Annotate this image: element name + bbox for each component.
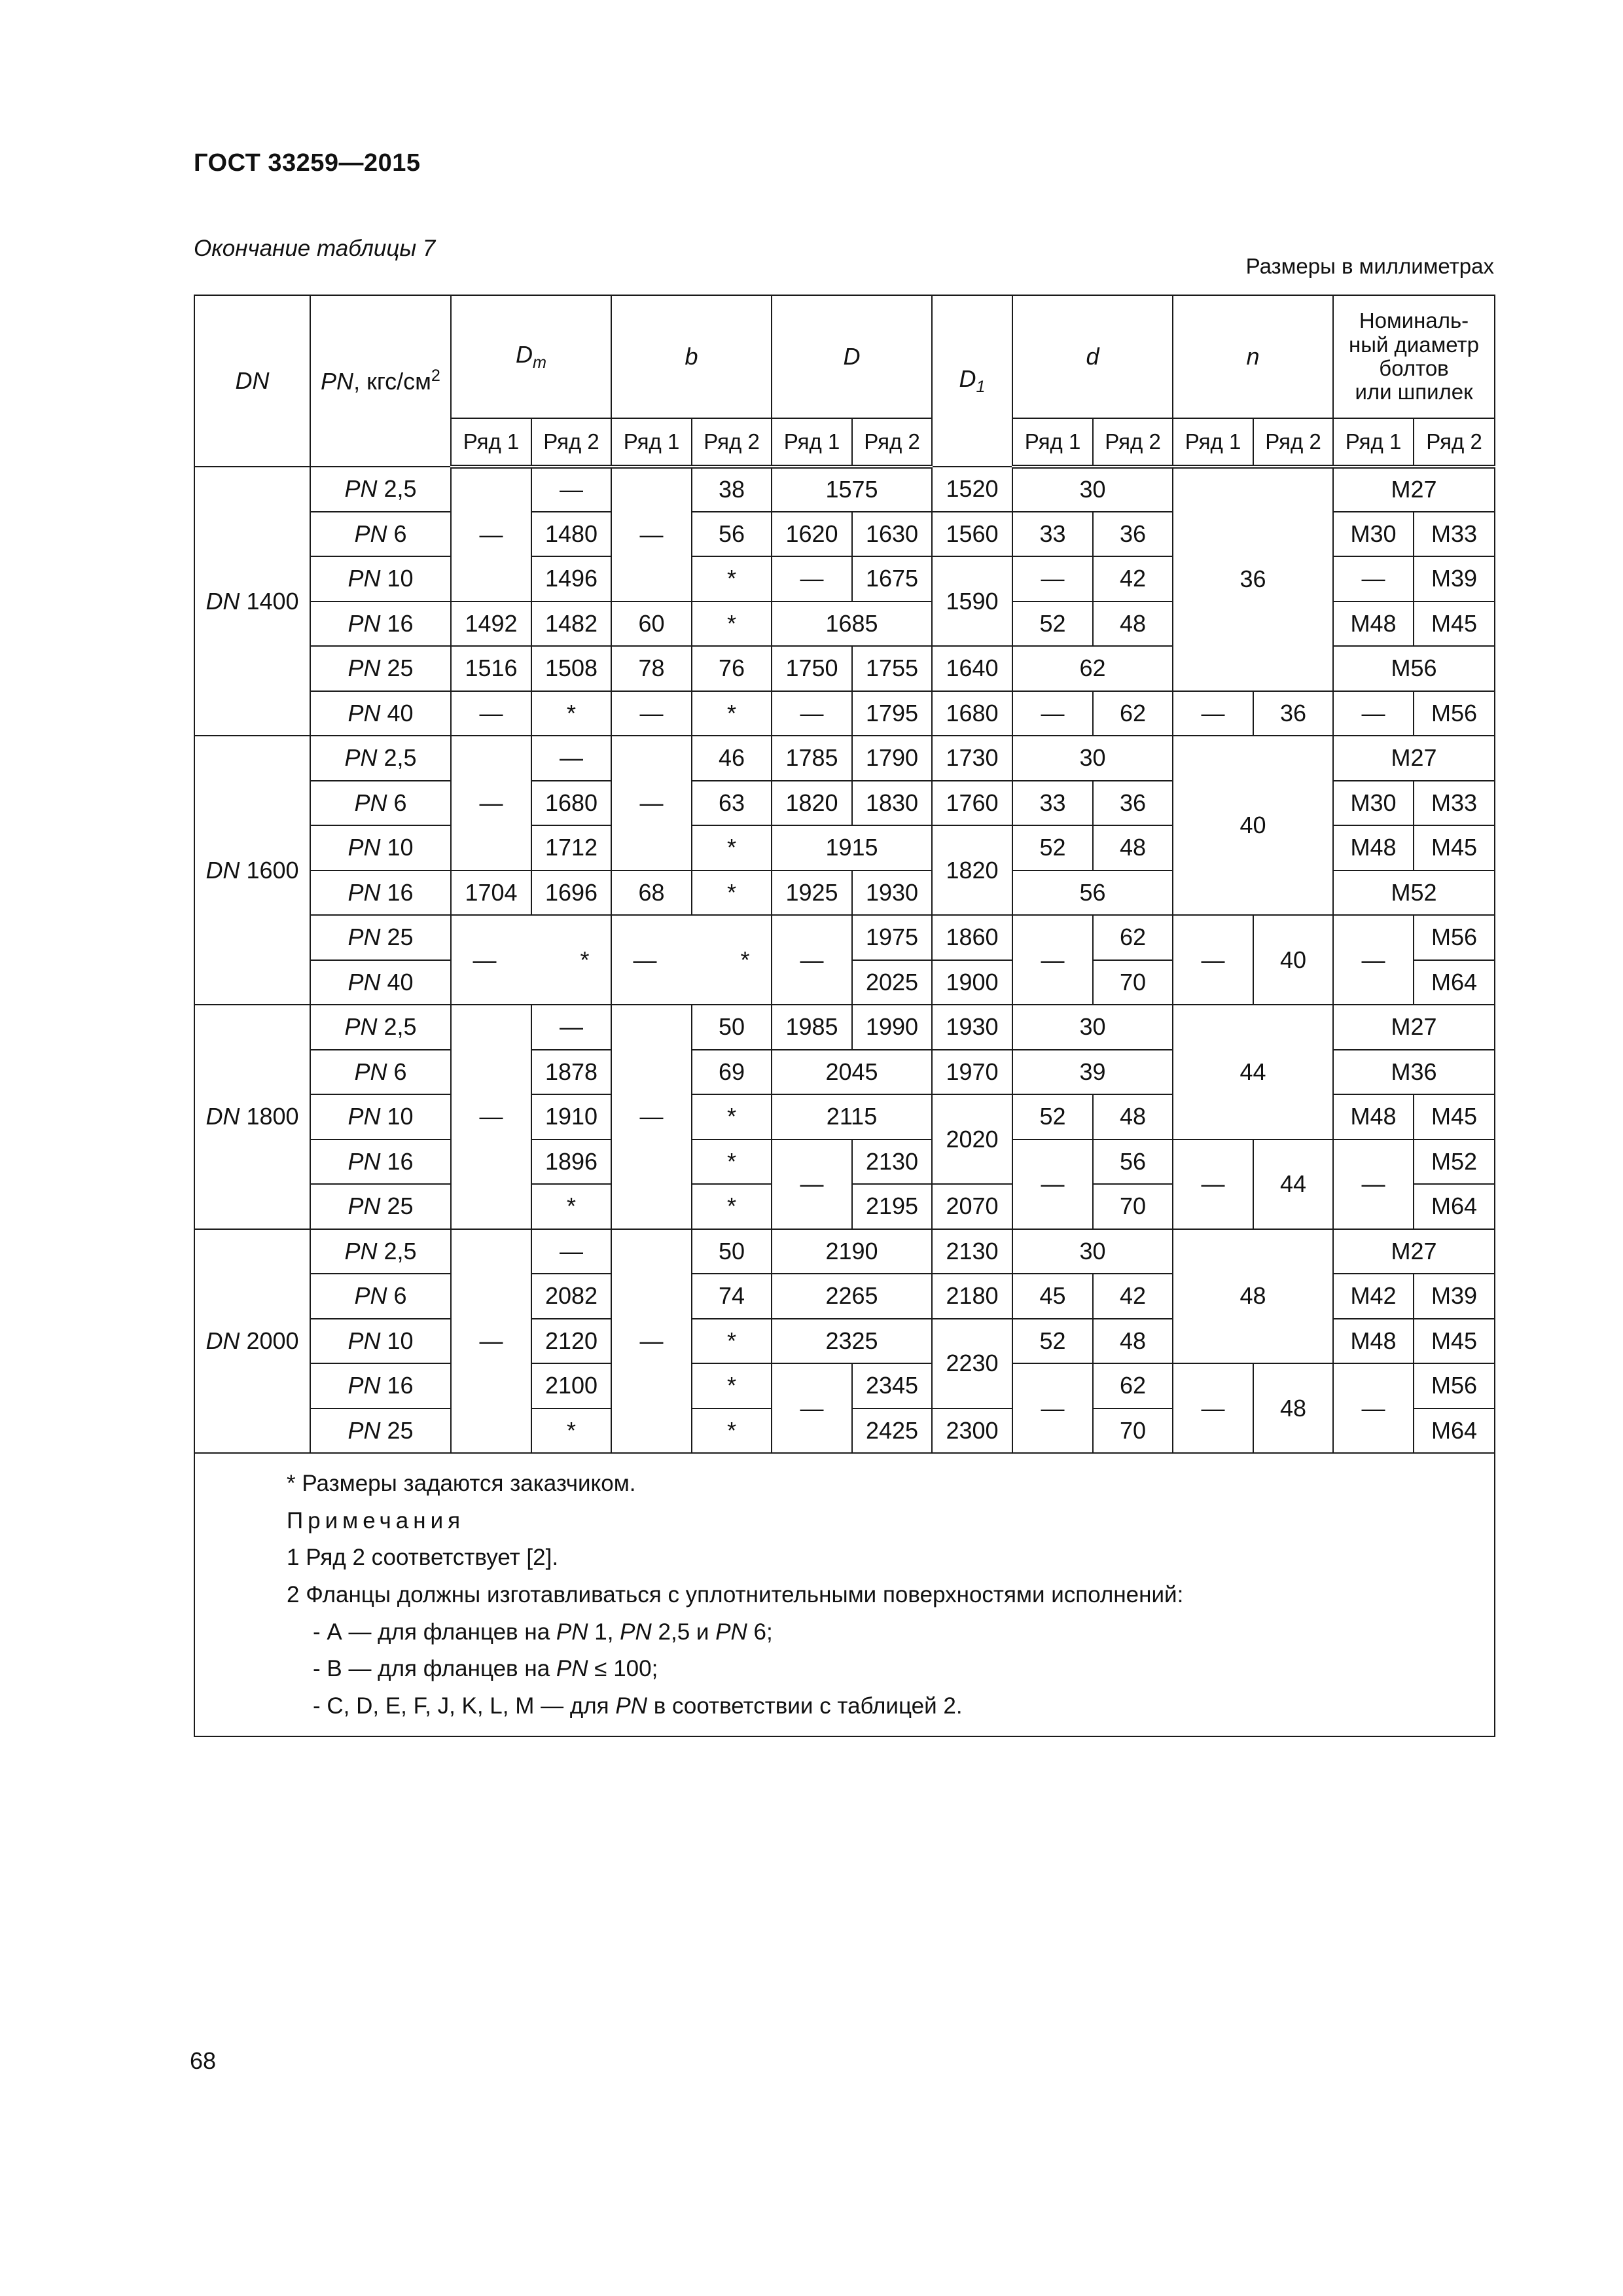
table-cell: М52 <box>1333 870 1495 916</box>
table-cell: 42 <box>1093 1274 1173 1319</box>
table-row <box>194 1363 1495 1408</box>
table-cell: 46 <box>692 736 772 781</box>
table-cell: 63 <box>692 781 772 826</box>
table-cell: 36 <box>1253 691 1333 736</box>
table-cell: 36 <box>1093 781 1173 826</box>
pn-cell: PN 2,5 <box>310 1005 451 1050</box>
table-cell: М45 <box>1414 1094 1495 1139</box>
header-series-2: Ряд 2 <box>1414 418 1495 467</box>
header-dn: DN <box>194 295 310 467</box>
header-series-2: Ряд 2 <box>1253 418 1333 467</box>
table-cell: 1680 <box>531 781 611 826</box>
header-series-2: Ряд 2 <box>1093 418 1173 467</box>
table-cell: 52 <box>1012 601 1093 647</box>
table-cell: 2230 <box>932 1319 1012 1408</box>
table-cell: 48 <box>1093 601 1173 647</box>
pn-cell: PN 2,5 <box>310 1229 451 1274</box>
pn-cell: PN 40 <box>310 960 451 1005</box>
header-pn: PN, кгс/$см^2$ <box>310 295 451 467</box>
table-cell: 1785 <box>772 736 852 781</box>
table-cell: — <box>611 467 692 601</box>
table-cell: 74 <box>692 1274 772 1319</box>
header-series-1: Ряд 1 <box>1012 418 1093 467</box>
table-row <box>194 1139 1495 1185</box>
table-cell: — <box>531 1005 611 1050</box>
table-cell: М56 <box>1414 1363 1495 1408</box>
document-code: ГОСТ 33259—2015 <box>194 149 421 177</box>
header-d1: $D_1$ <box>932 295 1012 467</box>
table-cell: — <box>611 736 692 870</box>
table-cell: 40 <box>1173 736 1333 915</box>
table-cell: 1516 <box>451 646 531 691</box>
table-cell: 1508 <box>531 646 611 691</box>
table-cell: 1630 <box>852 512 932 557</box>
table-cell: 44 <box>1173 1005 1333 1139</box>
table-cell: 1925 <box>772 870 852 916</box>
table-cell: * <box>531 1408 611 1454</box>
table-cell: — <box>451 736 531 870</box>
table-cell: 52 <box>1012 1319 1093 1364</box>
table-cell: * <box>692 1319 772 1364</box>
pn-cell: PN 10 <box>310 1319 451 1364</box>
table-cell: М56 <box>1333 646 1495 691</box>
table-cell: 40 <box>1253 915 1333 1005</box>
table-cell: 30 <box>1012 1229 1173 1274</box>
table-row <box>194 1229 1495 1274</box>
table-cell: — <box>772 691 852 736</box>
table-cell: 56 <box>1093 1139 1173 1185</box>
table-row <box>194 691 1495 736</box>
table-cell: — <box>531 736 611 781</box>
table-cell: — <box>1012 915 1093 1005</box>
table-cell: 48 <box>1093 1094 1173 1139</box>
table-cell: — <box>451 467 531 601</box>
header-d-outer: D <box>772 295 932 418</box>
table-cell: 60 <box>611 601 692 647</box>
pn-cell: PN 10 <box>310 556 451 601</box>
table-cell: 30 <box>1012 736 1173 781</box>
table-cell: — <box>611 1005 692 1229</box>
table-cell: 48 <box>1093 825 1173 870</box>
table-cell: — <box>1012 691 1093 736</box>
pn-cell: PN 2,5 <box>310 467 451 512</box>
table-cell: 36 <box>1093 512 1173 557</box>
table-cell: 2100 <box>531 1363 611 1408</box>
table-cell: М33 <box>1414 512 1495 557</box>
note-1: 1 Ряд 2 соответствует [2]. <box>287 1545 559 1571</box>
table-cell: 76 <box>692 646 772 691</box>
pn-cell: PN 6 <box>310 1050 451 1095</box>
table-cell: 2425 <box>852 1408 932 1454</box>
table-cell: * <box>692 1184 772 1229</box>
table-cell: 56 <box>692 512 772 557</box>
table-cell: 2020 <box>932 1094 1012 1184</box>
table-cell: — <box>531 467 611 512</box>
table-cell: 48 <box>1173 1229 1333 1364</box>
table-cell: * <box>692 825 772 870</box>
table-cell: 1496 <box>531 556 611 601</box>
header-series-2: Ряд 2 <box>852 418 932 467</box>
table-cell: 48 <box>1253 1363 1333 1453</box>
table-cell: 1712 <box>531 825 611 870</box>
table-cell: 52 <box>1012 825 1093 870</box>
table-continuation-caption: Окончание таблицы 7 <box>194 236 436 261</box>
table-cell: 1820 <box>932 825 1012 915</box>
table-cell: 2130 <box>852 1139 932 1185</box>
table-cell: 1910 <box>531 1094 611 1139</box>
table-cell: 2130 <box>932 1229 1012 1274</box>
table-cell: * <box>692 691 772 736</box>
table-cell: 30 <box>1012 1005 1173 1050</box>
table-row <box>194 467 1495 512</box>
table-row <box>194 1005 1495 1050</box>
table-cell: 36 <box>1173 467 1333 691</box>
table-cell: 1915 <box>772 825 932 870</box>
table-cell: * <box>692 1094 772 1139</box>
table-cell: 2300 <box>932 1408 1012 1454</box>
table-cell: — <box>451 1005 531 1229</box>
table-cell: 1482 <box>531 601 611 647</box>
table-cell: 50 <box>692 1005 772 1050</box>
notes-row <box>194 1453 1495 1736</box>
dn-cell: DN 2000 <box>194 1229 310 1454</box>
table-cell: 2120 <box>531 1319 611 1364</box>
table-cell: 62 <box>1093 915 1173 960</box>
table-cell: * <box>692 1139 772 1185</box>
page-number: 68 <box>190 2047 217 2074</box>
table-cell: 1520 <box>932 467 1012 512</box>
units-note: Размеры в миллиметрах <box>1245 254 1494 278</box>
table-cell: 2265 <box>772 1274 932 1319</box>
table-cell: М30 <box>1333 512 1414 557</box>
table-cell: 69 <box>692 1050 772 1095</box>
table-cell: 1704 <box>451 870 531 916</box>
table-cell: * <box>531 691 611 736</box>
table-cell: 70 <box>1093 1184 1173 1229</box>
table-cell: 44 <box>1253 1139 1333 1229</box>
header-n: n <box>1173 295 1333 418</box>
table-cell: М36 <box>1333 1050 1495 1095</box>
pn-cell: PN 25 <box>310 915 451 960</box>
table-cell: — <box>531 1229 611 1274</box>
table-cell: М39 <box>1414 1274 1495 1319</box>
table-cell: 1820 <box>772 781 852 826</box>
pn-cell: PN 40 <box>310 691 451 736</box>
table-cell: 1755 <box>852 646 932 691</box>
table-cell: 1930 <box>932 1005 1012 1050</box>
pn-cell: PN 6 <box>310 1274 451 1319</box>
table-cell: 62 <box>1012 646 1173 691</box>
table-cell: 2025 <box>852 960 932 1005</box>
table-cell: — <box>611 691 692 736</box>
header-series-1: Ряд 1 <box>772 418 852 467</box>
footnote-star: * Размеры задаются заказчиком. <box>287 1471 636 1496</box>
table-cell: 1730 <box>932 736 1012 781</box>
pn-cell: PN 16 <box>310 1139 451 1185</box>
pn-cell: PN 6 <box>310 781 451 826</box>
header-dm: $D_m$ <box>451 295 611 418</box>
pn-cell: PN 16 <box>310 1363 451 1408</box>
table-cell: — <box>1173 915 1253 1005</box>
table-cell: 70 <box>1093 1408 1173 1454</box>
table-cell: 1930 <box>852 870 932 916</box>
table-cell: 2070 <box>932 1184 1012 1229</box>
table-cell: — <box>451 1229 531 1454</box>
table-cell: 1696 <box>531 870 611 916</box>
header-series-1: Ряд 1 <box>1173 418 1253 467</box>
table-cell: 42 <box>1093 556 1173 601</box>
pn-cell: PN 25 <box>310 1408 451 1454</box>
table-cell: 1990 <box>852 1005 932 1050</box>
pn-cell: PN 10 <box>310 1094 451 1139</box>
table-cell: 30 <box>1012 467 1173 512</box>
note-2-item-c: - C, D, E, F, J, K, L, M — для PN в соответствии с таблицей 2. <box>313 1693 963 1719</box>
table-cell: М42 <box>1333 1274 1414 1319</box>
table-cell: 2115 <box>772 1094 932 1139</box>
table-cell: — <box>1173 1363 1253 1453</box>
table-cell: М30 <box>1333 781 1414 826</box>
table-cell: М56 <box>1414 691 1495 736</box>
dn-cell: DN 1800 <box>194 1005 310 1229</box>
table-cell: М45 <box>1414 601 1495 647</box>
table-cell: 2345 <box>852 1363 932 1408</box>
table-cell: М48 <box>1333 601 1414 647</box>
notes-title: Примечания <box>287 1507 465 1534</box>
header-series-2: Ряд 2 <box>531 418 611 467</box>
table-cell: 1795 <box>852 691 932 736</box>
table-cell: — <box>772 1139 852 1229</box>
note-2-item-b: - В — для фланцев на PN ≤ 100; <box>313 1656 658 1682</box>
table-cell: 2045 <box>772 1050 932 1095</box>
header-series-2: Ряд 2 <box>692 418 772 467</box>
table-cell: 78 <box>611 646 692 691</box>
table-cell: М27 <box>1333 1005 1495 1050</box>
table-cell: 1860 <box>932 915 1012 960</box>
table-cell: М39 <box>1414 556 1495 601</box>
table-cell: 1900 <box>932 960 1012 1005</box>
note-2: 2 Фланцы должны изготавливаться с уплотнительными поверхностями исполнений: <box>287 1582 1184 1608</box>
dn-cell: DN 1600 <box>194 736 310 1005</box>
pn-cell: PN 6 <box>310 512 451 557</box>
table-cell: 1575 <box>772 467 932 512</box>
table-cell: 62 <box>1093 691 1173 736</box>
table-cell: М64 <box>1414 1408 1495 1454</box>
table-cell: 1970 <box>932 1050 1012 1095</box>
table-cell: — <box>1173 1139 1253 1229</box>
table-cell: — <box>611 1229 692 1454</box>
table-cell: * <box>692 556 772 601</box>
header-bolt-diameter: Номиналь- ный диаметр болтов или шпилек <box>1333 295 1495 418</box>
table-cell: * <box>692 1408 772 1454</box>
table-cell: 39 <box>1012 1050 1173 1095</box>
table-cell: М27 <box>1333 1229 1495 1274</box>
header-series-1: Ряд 1 <box>451 418 531 467</box>
table-row <box>194 915 1495 960</box>
table-cell: — <box>1333 556 1414 601</box>
table-cell: 2180 <box>932 1274 1012 1319</box>
table-cell: 1760 <box>932 781 1012 826</box>
table-cell: 52 <box>1012 1094 1093 1139</box>
table-cell: — <box>772 556 852 601</box>
pn-cell: PN 16 <box>310 870 451 916</box>
pn-cell: PN 16 <box>310 601 451 647</box>
table-cell: М64 <box>1414 1184 1495 1229</box>
table-cell: 1896 <box>531 1139 611 1185</box>
table-row <box>194 736 1495 781</box>
table-cell: М48 <box>1333 1094 1414 1139</box>
table-notes <box>194 1453 1495 1736</box>
table-cell: М45 <box>1414 825 1495 870</box>
flange-dimensions-table <box>194 295 1495 1737</box>
header-series-1: Ряд 1 <box>1333 418 1414 467</box>
table-cell: 2082 <box>531 1274 611 1319</box>
table-cell: — <box>1333 691 1414 736</box>
table-cell: — <box>1012 556 1093 601</box>
table-cell: — <box>1173 691 1253 736</box>
table-cell: 2190 <box>772 1229 932 1274</box>
pn-cell: PN 2,5 <box>310 736 451 781</box>
table-cell: — <box>1333 1139 1414 1229</box>
table-cell: * <box>692 1363 772 1408</box>
table-cell: 1878 <box>531 1050 611 1095</box>
header-series-1: Ряд 1 <box>611 418 692 467</box>
table-cell: 1985 <box>772 1005 852 1050</box>
table-cell: 1640 <box>932 646 1012 691</box>
table-cell: 62 <box>1093 1363 1173 1408</box>
table-cell: 1790 <box>852 736 932 781</box>
table-cell: 1750 <box>772 646 852 691</box>
table-cell: М45 <box>1414 1319 1495 1364</box>
header-d-hole: d <box>1012 295 1173 418</box>
table-cell: М52 <box>1414 1139 1495 1185</box>
table-cell: — <box>1333 1363 1414 1453</box>
table-cell: — <box>772 1363 852 1453</box>
table-cell: — * <box>611 915 772 1005</box>
table-cell: 1590 <box>932 556 1012 646</box>
table-cell: 45 <box>1012 1274 1093 1319</box>
table-cell: * <box>531 1184 611 1229</box>
table-cell: М48 <box>1333 1319 1414 1364</box>
table-cell: 1675 <box>852 556 932 601</box>
table-cell: М56 <box>1414 915 1495 960</box>
table-cell: 68 <box>611 870 692 916</box>
table-cell: — <box>1333 915 1414 1005</box>
table-cell: * <box>692 870 772 916</box>
table-cell: 1560 <box>932 512 1012 557</box>
table-cell: М64 <box>1414 960 1495 1005</box>
table-cell: 1492 <box>451 601 531 647</box>
table-cell: — <box>1012 1363 1093 1453</box>
table-cell: — <box>1012 1139 1093 1229</box>
table-cell: — <box>451 691 531 736</box>
pn-cell: PN 10 <box>310 825 451 870</box>
table-cell: 1685 <box>772 601 932 647</box>
table-cell: — <box>772 915 852 1005</box>
table-cell: 33 <box>1012 781 1093 826</box>
table-cell: М33 <box>1414 781 1495 826</box>
table-cell: — * <box>451 915 611 1005</box>
table-cell: 50 <box>692 1229 772 1274</box>
table-cell: 2325 <box>772 1319 932 1364</box>
table-cell: 1975 <box>852 915 932 960</box>
note-2-item-a: - А — для фланцев на PN 1, PN 2,5 и PN 6; <box>313 1619 773 1645</box>
table-cell: М27 <box>1333 467 1495 512</box>
table-cell: 1480 <box>531 512 611 557</box>
table-cell: 48 <box>1093 1319 1173 1364</box>
table-cell: 1620 <box>772 512 852 557</box>
table-cell: * <box>692 601 772 647</box>
table-cell: 70 <box>1093 960 1173 1005</box>
table-cell: 56 <box>1012 870 1173 916</box>
table-cell: М48 <box>1333 825 1414 870</box>
pn-cell: PN 25 <box>310 646 451 691</box>
table-cell: 1680 <box>932 691 1012 736</box>
table-cell: 38 <box>692 467 772 512</box>
table-cell: 33 <box>1012 512 1093 557</box>
table-cell: 1830 <box>852 781 932 826</box>
pn-cell: PN 25 <box>310 1184 451 1229</box>
dn-cell: DN 1400 <box>194 467 310 736</box>
table-cell: 2195 <box>852 1184 932 1229</box>
header-b: b <box>611 295 772 418</box>
table-cell: М27 <box>1333 736 1495 781</box>
header-row-main <box>194 295 1495 418</box>
